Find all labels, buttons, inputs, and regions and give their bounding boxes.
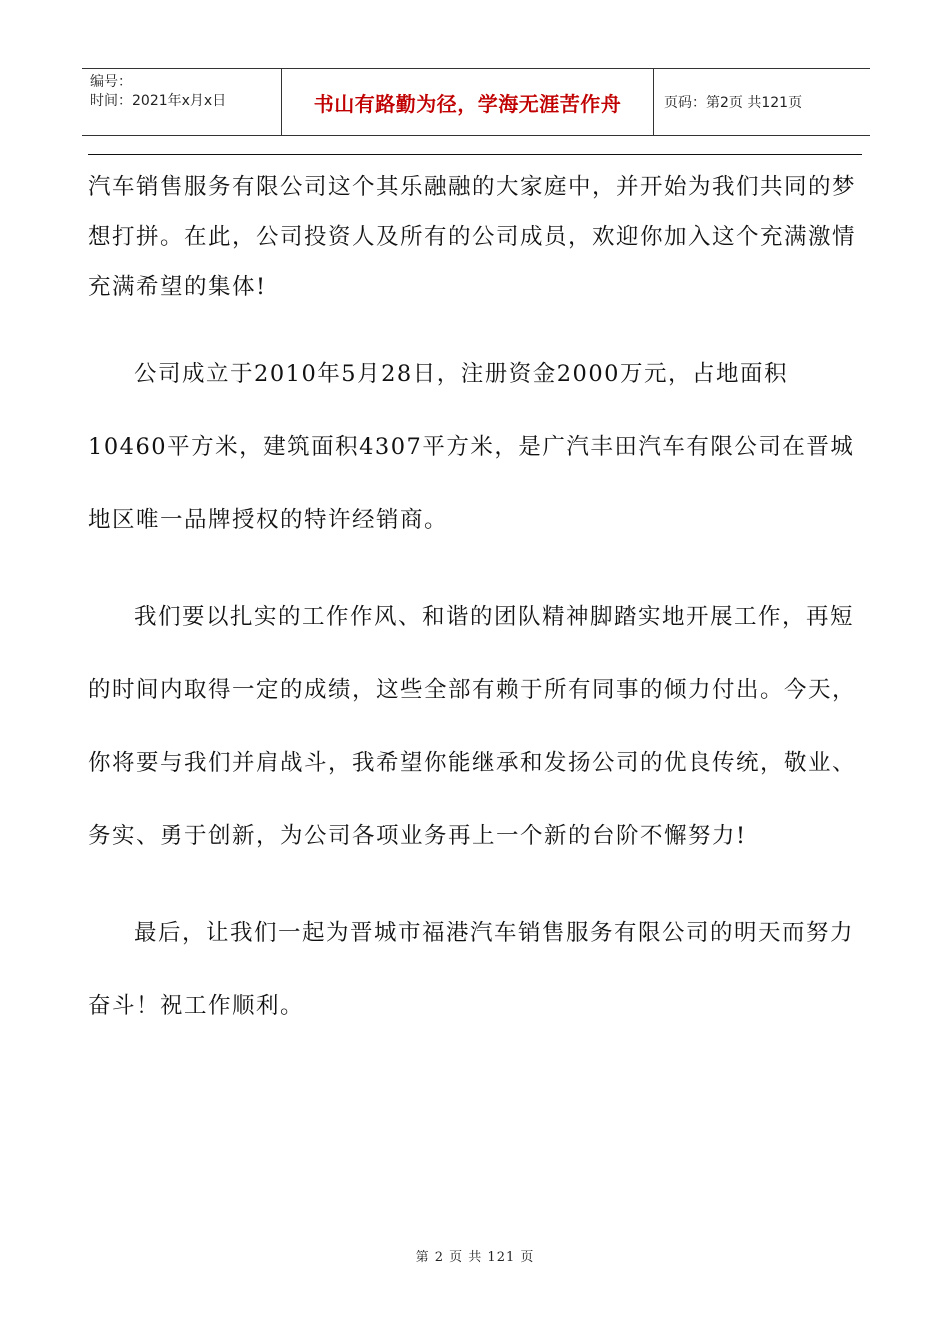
body-paragraph: 公司成立于2010年5月28日，注册资金2000万元，占地面积10460平方米，建筑面积4307平方米，是广汽丰田汽车有限公司在晋城地区唯一品牌授权的特许经销商。 — [88, 361, 855, 533]
header-meta — [82, 69, 282, 135]
body-paragraph: 我们要以扎实的工作作风、和谐的团队精神脚踏实地开展工作，再短的时间内取得一定的成绩，这些全部有赖于所有同事的倾力付出。今天，你将要与我们并肩战斗，我希望你能继承和发扬公司的优良传统，敬业、务实、勇于创新，为公司各项业务再上一个新的台阶不懈努力! — [88, 604, 857, 849]
body-paragraph: 最后，让我们一起为晋城市福港汽车销售服务有限公司的明天而努力奋斗！祝工作顺利。 — [88, 920, 855, 1019]
page-header — [82, 68, 870, 136]
document-number-label: 编号： — [90, 74, 132, 90]
header-divider — [88, 154, 862, 155]
header-page-info: 页码：第2页 共121页 — [664, 95, 803, 111]
document-time-label: 时间：2021年x月x日 — [90, 93, 227, 109]
body-paragraph: 汽车销售服务有限公司这个其乐融融的大家庭中，并开始为我们共同的梦想打拼。在此，公司投资人及所有的公司成员，欢迎你加入这个充满激情充满希望的集体! — [88, 174, 857, 300]
page-footer: 第 2 页 共 121 页 — [415, 1250, 535, 1265]
document-body — [88, 162, 864, 1067]
header-motto: 书山有路勤为径，学海无涯苦作舟 — [282, 69, 654, 135]
